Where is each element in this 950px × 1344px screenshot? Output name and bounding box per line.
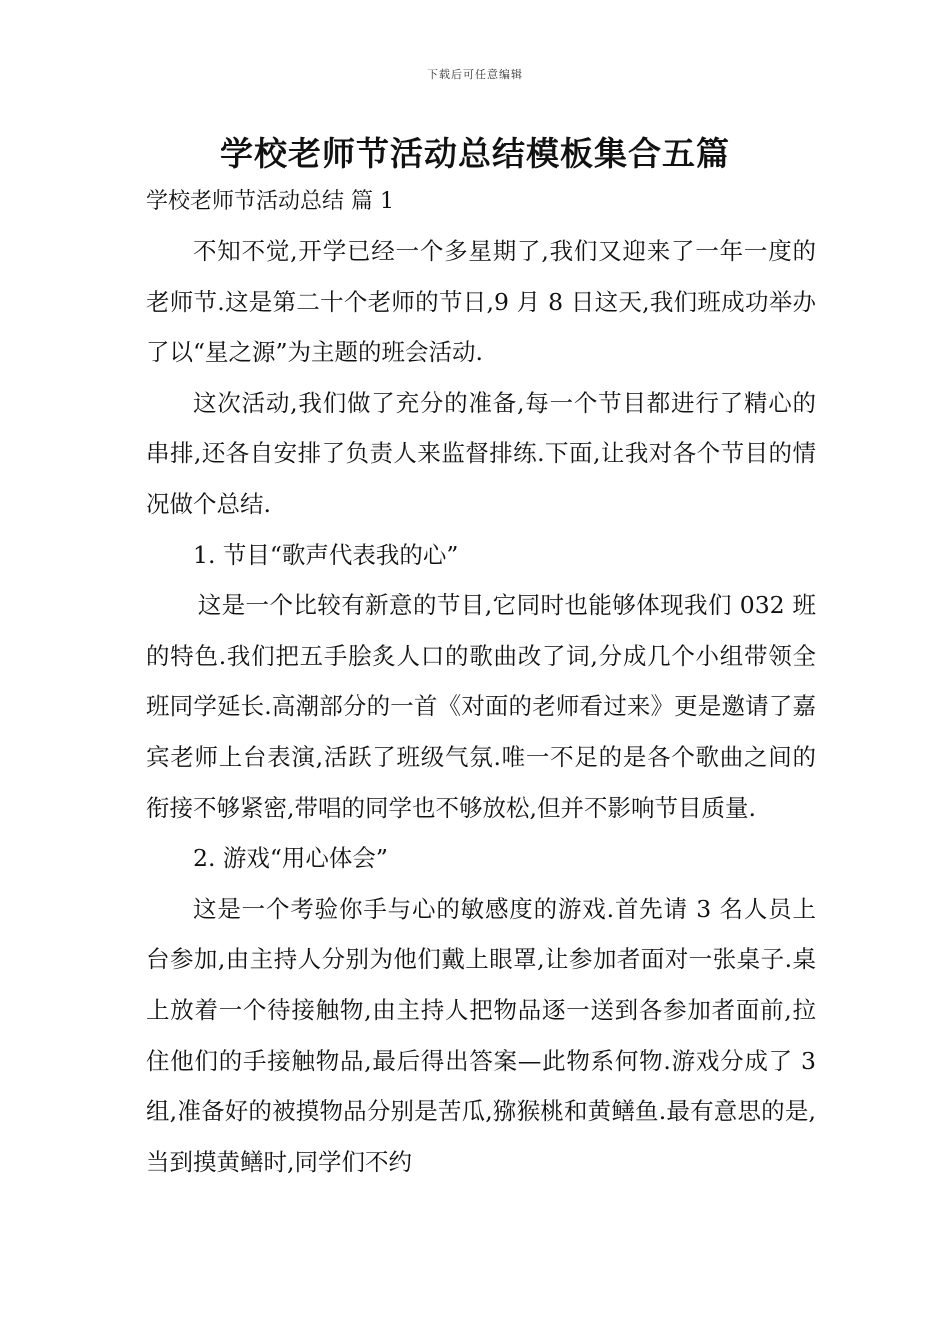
paragraph-preparation: 这次活动,我们做了充分的准备,每一个节目都进行了精心的串排,还各自安排了负责人来监督排练.下面,让我对各个节目的情况做个总结. — [146, 388, 816, 518]
header-note: 下载后可任意编辑 — [427, 68, 523, 81]
document-body — [146, 226, 816, 1187]
item-heading-1: 1. 节目“歌声代表我的心” — [193, 540, 459, 569]
paragraph-item-2: 这是一个考验你手与心的敏感度的游戏.首先请 3 名人员上台参加,由主持人分别为他们戴上眼罩,让参加者面对一张桌子.桌上放着一个待接触物,由主持人把物品逐一送到各参加者面前,拉住他们的手接触物品,最后得出答案—此物系何物.游戏分成了 3 组,准备好的被摸物品分别是苦瓜,猕猴桃和黄鳝鱼.最有意思的是,当到摸黄鳝时,同学们不约 — [146, 894, 816, 1176]
item-heading-2: 2. 游戏“用心体会” — [193, 844, 388, 873]
paragraph-intro: 不知不觉,开学已经一个多星期了,我们又迎来了一年一度的老师节.这是第二十个老师的节日,9 月 8 日这天,我们班成功举办了以“星之源”为主题的班会活动. — [146, 237, 816, 367]
document-title: 学校老师节活动总结模板集合五篇 — [220, 134, 730, 173]
paragraph-item-1: 这是一个比较有新意的节目,它同时也能够体现我们 032 班的特色.我们把五手脍炙人口的歌曲改了词,分成几个小组带领全班同学延长.高潮部分的一首《对面的老师看过来》更是邀请了嘉宾老师上台表演,活跃了班级气氛.唯一不足的是各个歌曲之间的衔接不够紧密,带唱的同学也不够放松,但并不影响节目质量. — [146, 591, 816, 822]
section-heading: 学校老师节活动总结 篇 1 — [146, 189, 394, 214]
